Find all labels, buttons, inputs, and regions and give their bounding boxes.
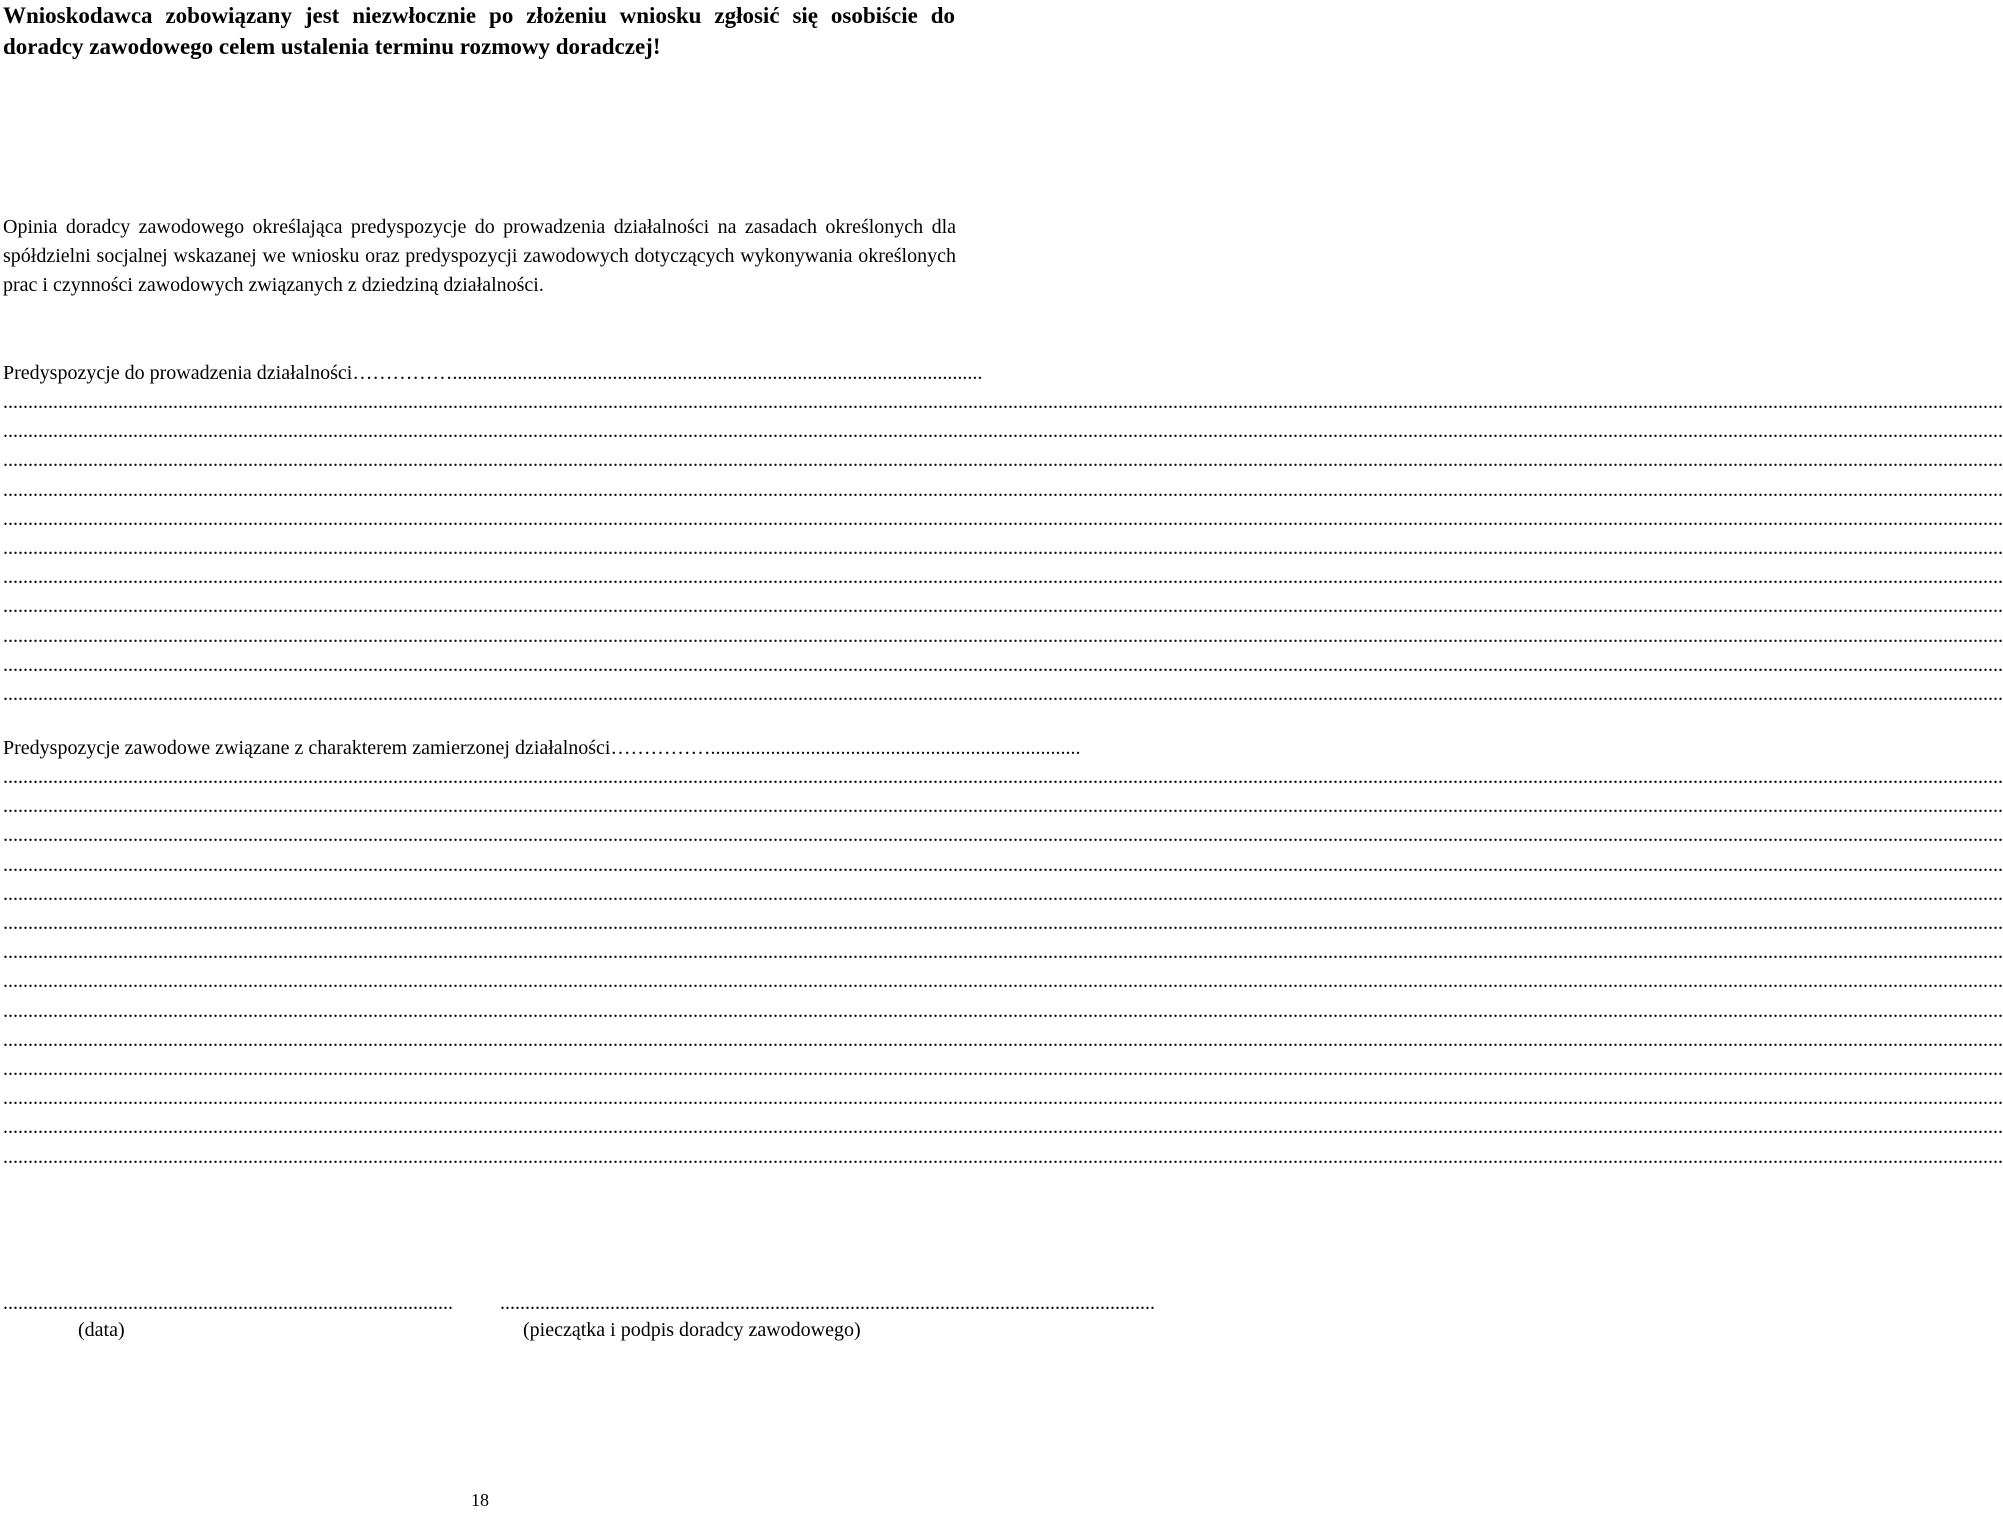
section1-label: Predyspozycje do prowadzenia działalności — [3, 362, 353, 384]
section2-fill-line[interactable]: ................................................................................................................................................................................................................................................................................................................................................................................................................ — [3, 1087, 2003, 1110]
section1-fill-line[interactable]: ................................................................................................................................................................................................................................................................................................................................................................................................................ — [3, 478, 2003, 501]
section2-fill-line[interactable]: ................................................................................................................................................................................................................................................................................................................................................................................................................ — [3, 1145, 2003, 1168]
intro-paragraph: Opinia doradcy zawodowego określająca predyspozycje do prowadzenia działalności na zasadach określonych dla spółdzielni socjalnej wskazanej we wniosku oraz predyspozycji zawodowych dotyczących wykonywania określonych prac i czynności zawodowych związanych z dziedziną działalności. — [3, 216, 956, 296]
date-signature-line[interactable]: .......................................................................................... — [3, 1292, 453, 1314]
section2-fill-line[interactable]: ................................................................................................................................................................................................................................................................................................................................................................................................................ — [3, 824, 2003, 847]
section2-fill-line[interactable]: ................................................................................................................................................................................................................................................................................................................................................................................................................ — [3, 999, 2003, 1022]
section2-fill-line[interactable]: ................................................................................................................................................................................................................................................................................................................................................................................................................ — [3, 853, 2003, 876]
section2-fill-line[interactable]: ................................................................................................................................................................................................................................................................................................................................................................................................................ — [3, 970, 2003, 993]
section2-fill-line[interactable]: ................................................................................................................................................................................................................................................................................................................................................................................................................ — [3, 912, 2003, 934]
stamp-label: (pieczątka i podpis doradcy zawodowego) — [523, 1319, 861, 1341]
section2-fill-line[interactable]: ................................................................................................................................................................................................................................................................................................................................................................................................................ — [3, 1116, 2003, 1139]
section2-fill-line[interactable]: ................................................................................................................................................................................................................................................................................................................................................................................................................ — [3, 795, 2003, 818]
section1-fill-line[interactable]: ................................................................................................................................................................................................................................................................................................................................................................................................................ — [3, 391, 2003, 413]
stamp-signature-line[interactable]: ................................................................................................................................... — [500, 1292, 1155, 1314]
section1-title: Predyspozycje do prowadzenia działalności…………….......................................................................................................... — [3, 362, 983, 384]
section1-fill-line[interactable]: ................................................................................................................................................................................................................................................................................................................................................................................................................ — [3, 595, 2003, 618]
section1-fill-line[interactable]: ................................................................................................................................................................................................................................................................................................................................................................................................................ — [3, 653, 2003, 676]
section2-fill-line[interactable]: ................................................................................................................................................................................................................................................................................................................................................................................................................ — [3, 766, 2003, 788]
section1-fill-line[interactable]: ................................................................................................................................................................................................................................................................................................................................................................................................................ — [3, 624, 2003, 647]
section2-fill-line[interactable]: ................................................................................................................................................................................................................................................................................................................................................................................................................ — [3, 882, 2003, 905]
section1-fill-line[interactable]: ................................................................................................................................................................................................................................................................................................................................................................................................................ — [3, 566, 2003, 589]
section1-fill-line[interactable]: ................................................................................................................................................................................................................................................................................................................................................................................................................ — [3, 507, 2003, 530]
section2-title: Predyspozycje zawodowe związane z charakterem zamierzonej działalności…………….......................................................................... — [3, 737, 1081, 759]
section1-fill-line[interactable]: ................................................................................................................................................................................................................................................................................................................................................................................................................ — [3, 449, 2003, 472]
date-label: (data) — [78, 1319, 125, 1341]
section2-fill-line[interactable]: ................................................................................................................................................................................................................................................................................................................................................................................................................ — [3, 1028, 2003, 1051]
section1-fill-line[interactable]: ................................................................................................................................................................................................................................................................................................................................................................................................................ — [3, 420, 2003, 443]
section1-fill-line[interactable]: ................................................................................................................................................................................................................................................................................................................................................................................................................ — [3, 683, 2003, 705]
section1-fill-line[interactable]: ................................................................................................................................................................................................................................................................................................................................................................................................................ — [3, 537, 2003, 559]
section2-fill-line[interactable]: ................................................................................................................................................................................................................................................................................................................................................................................................................ — [3, 1058, 2003, 1080]
notice-text: Wnioskodawca zobowiązany jest niezwłocznie po złożeniu wniosku zgłosić się osobiście do doradcy zawodowego celem ustalenia terminu rozmowy doradczej! — [3, 3, 955, 59]
page-number: 18 — [471, 1490, 489, 1510]
section2-label: Predyspozycje zawodowe związane z charakterem zamierzonej działalności — [3, 737, 611, 759]
section2-fill-line[interactable]: ................................................................................................................................................................................................................................................................................................................................................................................................................ — [3, 941, 2003, 964]
